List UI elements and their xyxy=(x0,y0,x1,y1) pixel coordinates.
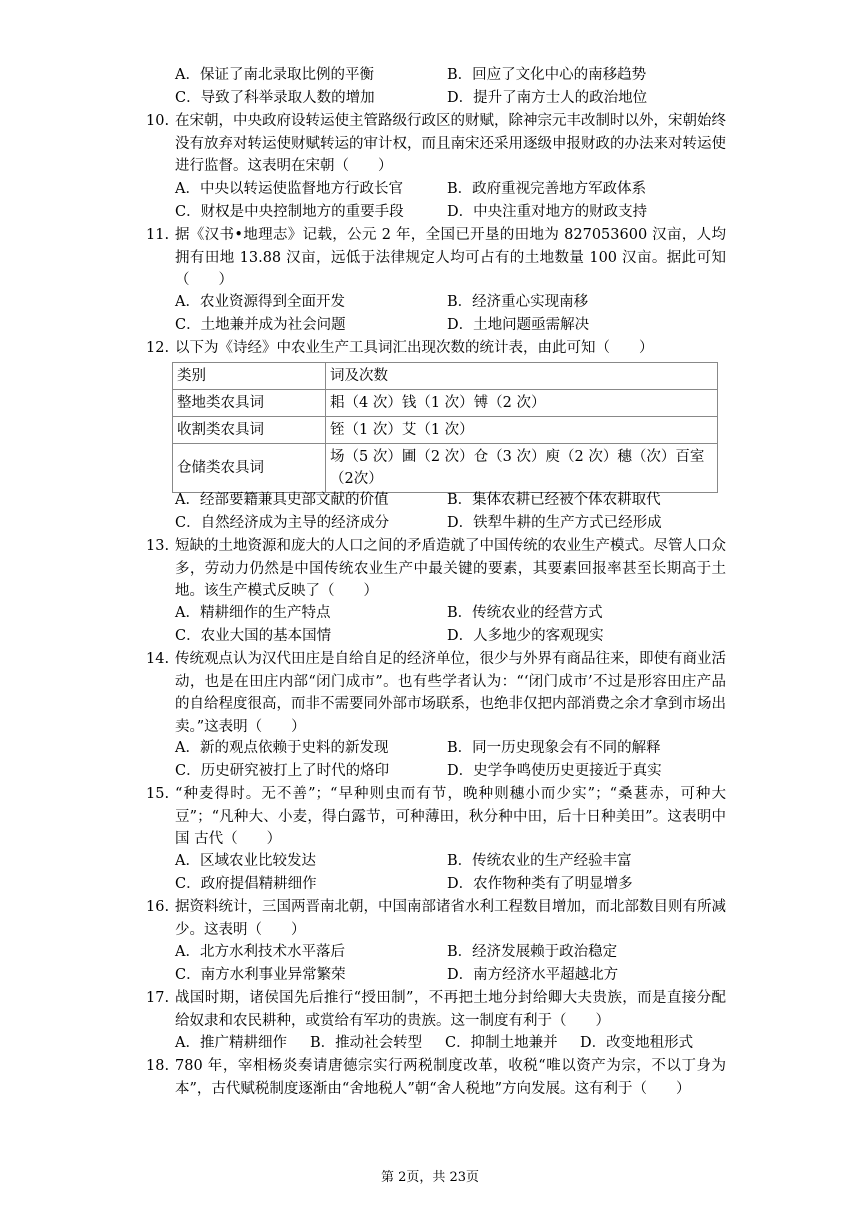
q11-option-b[interactable]: B．经济重心实现南移 xyxy=(447,294,589,310)
q12-option-b[interactable]: B．集体农耕已经被个体农耕取代 xyxy=(447,492,661,508)
q9-option-d[interactable]: D．提升了南方士人的政治地位 xyxy=(447,90,648,106)
question-14 xyxy=(146,648,726,738)
q16-option-b[interactable]: B．经济发展赖于政治稳定 xyxy=(447,944,618,960)
question-number: 15. xyxy=(146,786,170,802)
question-18 xyxy=(146,1055,726,1100)
table-cell: 仓储类农具词 xyxy=(173,444,326,493)
question-17 xyxy=(146,987,726,1032)
q13-options-row-2 xyxy=(175,625,735,647)
question-number: 12. xyxy=(146,340,170,356)
question-number: 13. xyxy=(146,538,170,554)
q15-options-row-2 xyxy=(175,873,735,895)
q13-option-c[interactable]: C．农业大国的基本国情 xyxy=(175,628,332,644)
q16-options-row-1 xyxy=(175,941,735,963)
question-stem: 据《汉书•地理志》记载，公元 2 年，全国已开垦的田地为 827053600 汉亩，人均拥有田地 13.88 汉亩，远低于法律规定人均可占有的土地数量 100 汉亩。据此可知（ ） xyxy=(175,227,726,288)
q10-option-a[interactable]: A．中央以转运使监督地方行政长官 xyxy=(175,181,403,197)
q17-option-a[interactable]: A．推广精耕细作 xyxy=(175,1035,287,1051)
table-header-cell: 词及次数 xyxy=(326,363,718,390)
table-header-row xyxy=(173,363,718,390)
q17-option-c[interactable]: C．抑制土地兼并 xyxy=(445,1035,558,1051)
table-cell: 整地类农具词 xyxy=(173,390,326,417)
q10-option-b[interactable]: B．政府重视完善地方军政体系 xyxy=(447,181,647,197)
table-cell: 耜（4 次）钱（1 次）镈（2 次） xyxy=(326,390,718,417)
table-header-cell: 类别 xyxy=(173,363,326,390)
q11-option-a[interactable]: A．农业资源得到全面开发 xyxy=(175,294,345,310)
q11-options-row-1 xyxy=(175,291,735,313)
question-stem: 以下为《诗经》中农业生产工具词汇出现次数的统计表，由此可知（ ） xyxy=(175,340,654,356)
q14-options-row-1 xyxy=(175,737,735,759)
q17-options-row xyxy=(175,1032,735,1054)
page-footer: 第 2页，共 23页 xyxy=(380,1170,480,1185)
q10-option-d[interactable]: D．中央注重对地方的财政支持 xyxy=(447,204,648,220)
table-row xyxy=(173,390,718,417)
q17-option-b[interactable]: B．推动社会转型 xyxy=(310,1035,423,1051)
question-stem: 传统观点认为汉代田庄是自给自足的经济单位，很少与外界有商品往来，即使有商业活动，也是在田庄内部“闭门成市”。也有些学者认为：“‘闭门成市’不过是形容田庄产品的自给程度很高，而非不需要同外部市场联系，也绝非仅把内部消费之余才拿到市场出卖。”这表明（ ） xyxy=(175,651,726,735)
question-10 xyxy=(146,110,726,178)
question-number: 17. xyxy=(146,990,170,1006)
q10-options-row-2 xyxy=(175,201,735,223)
question-15 xyxy=(146,783,726,851)
q16-option-c[interactable]: C．南方水利事业异常繁荣 xyxy=(175,967,346,983)
q14-option-a[interactable]: A．新的观点依赖于史料的新发现 xyxy=(175,740,389,756)
question-number: 10. xyxy=(146,113,170,129)
q12-option-c[interactable]: C．自然经济成为主导的经济成分 xyxy=(175,515,390,531)
q13-option-a[interactable]: A．精耕细作的生产特点 xyxy=(175,605,331,621)
question-stem: “种麦得时。无不善”；“早种则虫而有节，晚种则穗小而少实”；“桑葚赤，可种大豆”；“凡种大、小麦，得白露节，可种薄田，秋分种中田，后十日种美田”。这表明中国 古代（ ） xyxy=(175,786,726,847)
q10-option-c[interactable]: C．财权是中央控制地方的重要手段 xyxy=(175,204,404,220)
table-cell: 铚（1 次）艾（1 次） xyxy=(326,417,718,444)
q12-options-row-1 xyxy=(175,489,735,511)
question-number: 16. xyxy=(146,899,170,915)
q11-option-c[interactable]: C．土地兼并成为社会问题 xyxy=(175,317,346,333)
q14-option-c[interactable]: C．历史研究被打上了时代的烙印 xyxy=(175,763,390,779)
q15-option-c[interactable]: C．政府提倡精耕细作 xyxy=(175,876,317,892)
question-number: 14. xyxy=(146,651,170,667)
q15-option-d[interactable]: D．农作物种类有了明显增多 xyxy=(447,876,633,892)
question-stem: 在宋朝，中央政府设转运使主管路级行政区的财赋，除神宗元丰改制时以外，宋朝始终没有放弃对转运使财赋转运的审计权，而且南宋还采用逐级申报财政的办法来对转运使进行监督。这表明在宋朝（ ） xyxy=(175,113,726,174)
table-row xyxy=(173,444,718,493)
q12-option-a[interactable]: A．经部要籍兼具史部文献的价值 xyxy=(175,492,389,508)
question-stem: 780 年，宰相杨炎奏请唐德宗实行两税制度改革，收税“唯以资产为宗，不以丁身为本”，古代赋税制度逐渐由“舍地税人”朝“舍人税地”方向发展。这有利于（ ） xyxy=(175,1058,726,1097)
question-number: 11. xyxy=(146,227,170,243)
q14-options-row-2 xyxy=(175,760,735,782)
question-stem: 据资料统计，三国两晋南北朝，中国南部诸省水利工程数目增加，而北部数目则有所减少。这表明（ ） xyxy=(175,899,726,938)
q15-option-b[interactable]: B．传统农业的生产经验丰富 xyxy=(447,853,632,869)
q9-option-b[interactable]: B．回应了文化中心的南移趋势 xyxy=(447,67,647,83)
q14-option-d[interactable]: D．史学争鸣使历史更接近于真实 xyxy=(447,763,662,779)
q15-options-row-1 xyxy=(175,850,735,872)
q11-options-row-2 xyxy=(175,314,735,336)
q16-option-a[interactable]: A．北方水利技术水平落后 xyxy=(175,944,345,960)
question-stem: 战国时期，诸侯国先后推行“授田制”，不再把土地分封给卿大夫贵族，而是直接分配给奴隶和农民耕种，或赏给有军功的贵族。这一制度有利于（ ） xyxy=(175,990,726,1029)
q9-option-c[interactable]: C．导致了科举录取人数的增加 xyxy=(175,90,375,106)
q10-options-row-1 xyxy=(175,178,735,200)
q11-option-d[interactable]: D．土地问题亟需解决 xyxy=(447,317,590,333)
question-13 xyxy=(146,535,726,603)
q12-options-row-2 xyxy=(175,512,735,534)
question-11 xyxy=(146,224,726,292)
q9-options-row-1 xyxy=(175,64,735,86)
q17-option-d[interactable]: D．改变地租形式 xyxy=(580,1035,694,1051)
q15-option-a[interactable]: A．区域农业比较发达 xyxy=(175,853,316,869)
table-row xyxy=(173,417,718,444)
q16-option-d[interactable]: D．南方经济水平超越北方 xyxy=(447,967,619,983)
q14-option-b[interactable]: B．同一历史现象会有不同的解释 xyxy=(447,740,661,756)
q9-options-row-2 xyxy=(175,87,735,109)
q16-options-row-2 xyxy=(175,964,735,986)
q9-option-a[interactable]: A．保证了南北录取比例的平衡 xyxy=(175,67,374,83)
question-12 xyxy=(146,337,726,360)
farm-tool-word-table xyxy=(172,362,718,493)
table-cell: 收割类农具词 xyxy=(173,417,326,444)
q13-option-b[interactable]: B．传统农业的经营方式 xyxy=(447,605,603,621)
question-number: 18. xyxy=(146,1058,170,1074)
q12-option-d[interactable]: D．铁犁牛耕的生产方式已经形成 xyxy=(447,515,662,531)
q13-option-d[interactable]: D．人多地少的客观现实 xyxy=(447,628,604,644)
q13-options-row-1 xyxy=(175,602,735,624)
table-cell: 场（5 次）圃（2 次）仓（3 次）庾（2 次）穗（次）百室（2次） xyxy=(326,444,718,493)
question-stem: 短缺的土地资源和庞大的人口之间的矛盾造就了中国传统的农业生产模式。尽管人口众多，劳动力仍然是中国传统农业生产中最关键的要素，其要素回报率甚至长期高于土地。该生产模式反映了（ ） xyxy=(175,538,726,599)
question-16 xyxy=(146,896,726,941)
